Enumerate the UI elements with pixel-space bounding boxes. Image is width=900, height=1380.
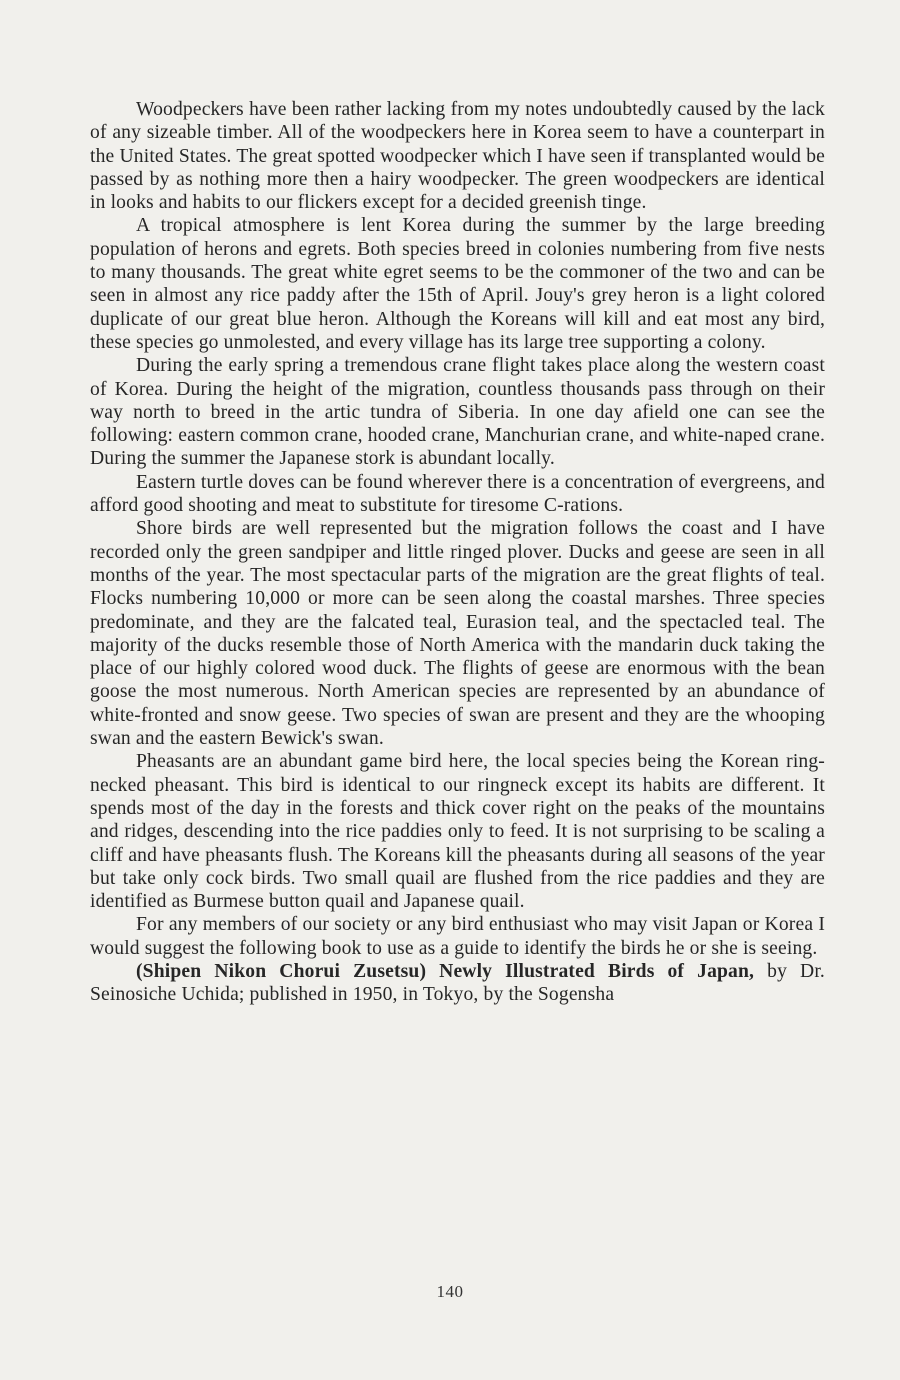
paragraph-herons-egrets: A tropical atmosphere is lent Korea during the summer by the large breeding population of herons and egrets. Both species breed in colonies numbering from five nests to many thousands. The great white egret seems to be the commoner of the two and can be seen in almost any rice paddy after the 15th of April. Jouy's grey heron is a light colored duplicate of our great blue heron. Although the Koreans will kill and eat most any bird, these species go unmolested, and every village has its large tree supporting a colony. xyxy=(90,215,825,353)
body-text xyxy=(90,98,825,1007)
paragraph-shorebirds-ducks: Shore birds are well represented but the migration follows the coast and I have recorded only the green sandpiper and little ringed plover. Ducks and geese are seen in all months of the year. The most spectacular parts of the migration are the great flights of teal. Flocks numbering 10,000 or more can be seen along the coastal marshes. Three species predominate, and they are the falcated teal, Eurasion teal, and the spectacled teal. The majority of the ducks resemble those of North America with the mandarin duck taking the place of our highly colored wood duck. The flights of geese are enormous with the bean goose the most numerous. North American species are represented by an abundance of white-fronted and snow geese. Two species of swan are present and they are the whooping swan and the eastern Bewick's swan. xyxy=(90,518,825,750)
citation-title: (Shipen Nikon Chorui Zusetsu) Newly Illustrated Birds of Japan, xyxy=(136,960,755,982)
paragraph-book-suggestion: For any members of our society or any bird enthusiast who may visit Japan or Korea I would suggest the following book to use as a guide to identify the birds he or she is seeing. xyxy=(90,914,825,959)
paragraph-cranes: During the early spring a tremendous crane flight takes place along the western coast of Korea. During the height of the migration, countless thousands pass through on their way north to breed in the artic tundra of Siberia. In one day afield one can see the following: eastern common crane, hooded crane, Manchurian crane, and white-naped crane. During the summer the Japanese stork is abundant locally. xyxy=(90,355,825,470)
citation-paragraph xyxy=(90,960,825,1007)
paragraph-pheasants: Pheasants are an abundant game bird here, the local species being the Korean ring-necked pheasant. This bird is identical to our ringneck except its habits are different. It spends most of the day in the forests and thick cover right on the peaks of the mountains and ridges, descending into the rice paddies only to feed. It is not surprising to be scaling a cliff and have pheasants flush. The Koreans kill the pheasants during all seasons of the year but take only cock birds. Two small quail are flushed from the rice paddies and they are identified as Burmese button quail and Japanese quail. xyxy=(90,751,825,913)
paragraph-turtle-doves: Eastern turtle doves can be found wherever there is a concentration of evergreens, and afford good shooting and meat to substitute for tiresome C-rations. xyxy=(90,471,825,517)
paragraph-woodpeckers: Woodpeckers have been rather lacking from my notes undoubtedly caused by the lack of any sizeable timber. All of the woodpeckers here in Korea seem to have a counterpart in the United States. The great spotted woodpecker which I have seen if transplanted would be passed by as nothing more then a hairy woodpecker. The green woodpeckers are identical in looks and habits to our flickers except for a decided greenish tinge. xyxy=(90,99,825,214)
citation-details: by Dr. Seinosiche Uchida; published in 1950, in Tokyo, by the Sogensha xyxy=(90,960,825,1006)
page-number: 140 xyxy=(436,1282,464,1301)
